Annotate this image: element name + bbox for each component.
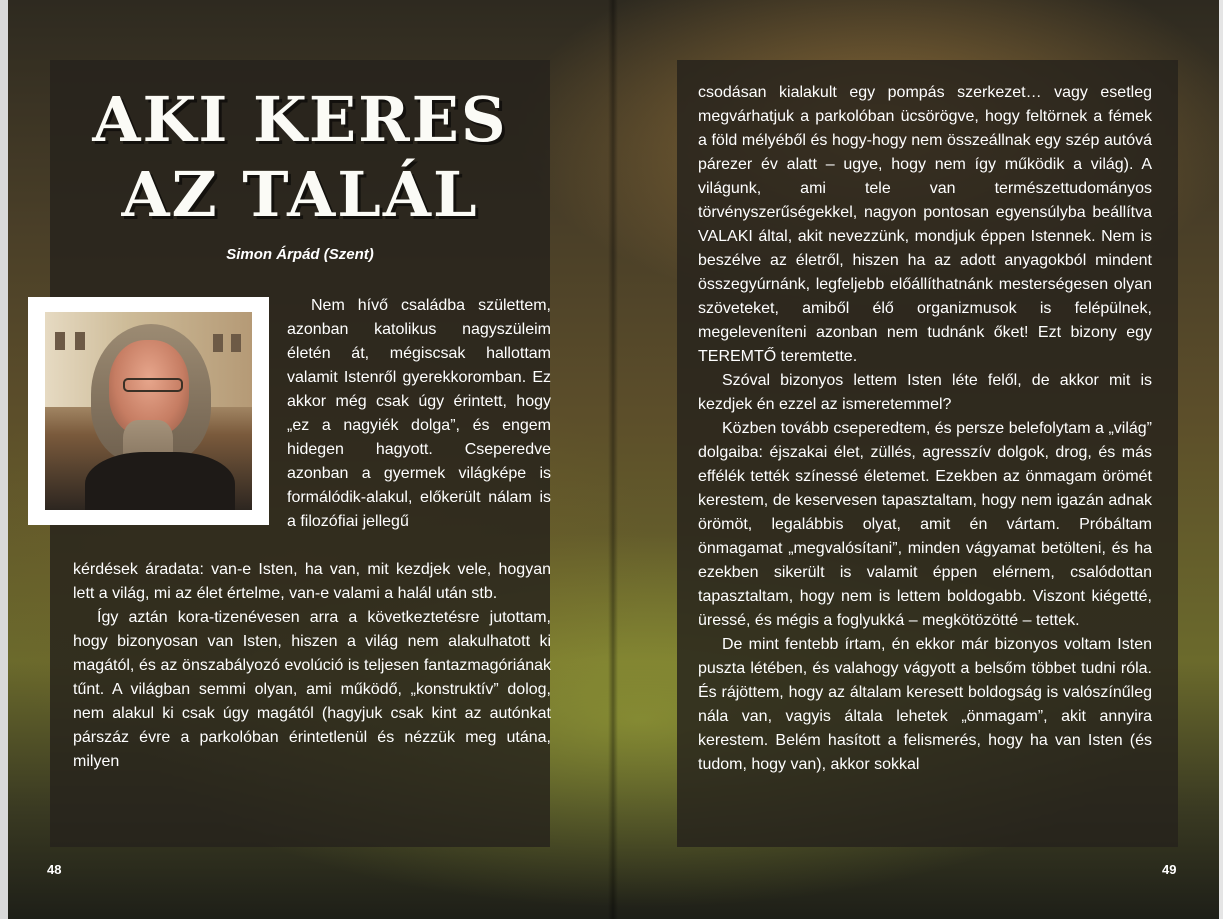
paragraph-6: De mint fentebb írtam, én ekkor már bizonyos voltam Isten puszta létében, és valahogy vágyott a belsőm többet tudni róla. És rájöttem, hogy az általam keresett boldogság is valószínűleg nála van, vagyis általa lehetek „önmagam”, akit annyira kerestem. Belém hasított a felismerés, hogy ha van Isten (és tudom, hogy van), akkor sokkal xyxy=(698,636,1152,773)
photo-window xyxy=(75,332,85,350)
intro-paragraph-start: Nem hívő családba születtem, azonban katolikus nagyszüleim életén át, mégiscsak hallottam valamit Istenről gyerekkoromban. Ez akkor még csak úgy érintett, hogy „ez a nagyiék dolga”, és engem hidegen hagyott. Cseperedve azonban a gyermek világképe is formálódik-alakul, előkerült nálam is a filozófiai jellegű xyxy=(287,297,551,530)
left-column-text xyxy=(73,558,551,774)
photo-glasses xyxy=(123,378,183,392)
page-gutter xyxy=(608,0,618,919)
author-photo xyxy=(45,312,252,510)
photo-window xyxy=(213,334,223,352)
photo-window xyxy=(55,332,65,350)
paragraph-2: Így aztán kora-tizenévesen arra a következtetésre jutottam, hogy bizonyosan van Isten, hiszen a világ nem alakulhatott ki magától, és az önszabályozó evolúció is teljesen fantazmagóriának tűnt. A világban semmi olyan, ami működő, „konstruktív” dolog, nem alakul ki csak úgy magától (hagyjuk csak kint az autónkat párszáz évre a parkolóban érintetlenül és nézzük meg utána, milyen xyxy=(73,609,551,770)
title-line-2: AZ TALÁL xyxy=(121,158,479,231)
right-column-text xyxy=(698,81,1152,777)
photo-body xyxy=(85,452,235,510)
page-edge-left xyxy=(0,0,8,919)
intro-paragraph-end: kérdések áradata: van-e Isten, ha van, mit kezdjek vele, hogyan lett a világ, mi az élet értelme, van-e valami a halál után stb. xyxy=(73,561,551,602)
article-title xyxy=(55,82,545,232)
page-number-left: 48 xyxy=(47,862,62,877)
article-author: Simon Árpád (Szent) xyxy=(226,246,374,263)
author-photo-frame xyxy=(28,297,269,525)
intro-wrap-text xyxy=(287,294,551,534)
photo-window xyxy=(231,334,241,352)
paragraph-5: Közben tovább cseperedtem, és persze belefolytam a „világ” dolgaiba: éjszakai élet, züllés, agresszív dolgok, drog, és más effélék tették színessé életemet. Ezekben az önmagam örömét kerestem, de keservesen tapasztaltam, hogy nem igazán adnak örömöt, legalábbis olyat, amit én vártam. Próbáltam önmagamat „megvalósítani”, minden vágyamat betölteni, és ha ezekben sikerült is valamit éppen elérnem, csalódottan tapasztaltam, hogy nem is lettem boldogabb. Viszont kiégetté, üressé, és mégis a foglyukká – megkötözötté – tettek. xyxy=(698,420,1152,629)
page-number-right: 49 xyxy=(1162,862,1177,877)
paragraph-4: Szóval bizonyos lettem Isten léte felől, de akkor mit is kezdjek én ezzel az ismeretemmel? xyxy=(698,372,1152,413)
page-edge-right xyxy=(1219,0,1223,919)
paragraph-3: csodásan kialakult egy pompás szerkezet… vagy esetleg megvárhatjuk a parkolóban ücsörögve, hogy feltörnek a fémek a föld mélyéből és hogy-hogy nem összeállnak egy szép autóvá párezer év alatt – ugye, hogy nem így működik a világ). A világunk, ami tele van természettudományos törvényszerűségekkel, nagyon pontosan egyensúlyba beállítva VALAKI által, akit nevezzünk, mondjuk éppen Istennek. Nem is beszélve az életről, hiszen ha az adott anyagokból mindent összegyúrnánk, legfeljebb előállíthatnánk mesterségesen olyan szöveteket, amiből élő organizmusok is felépülnek, megeleveníteni azonban nem tudnánk őket! Ezt bizony egy TEREMTŐ teremtette. xyxy=(698,84,1152,365)
title-line-1: AKI KERES xyxy=(92,83,508,156)
